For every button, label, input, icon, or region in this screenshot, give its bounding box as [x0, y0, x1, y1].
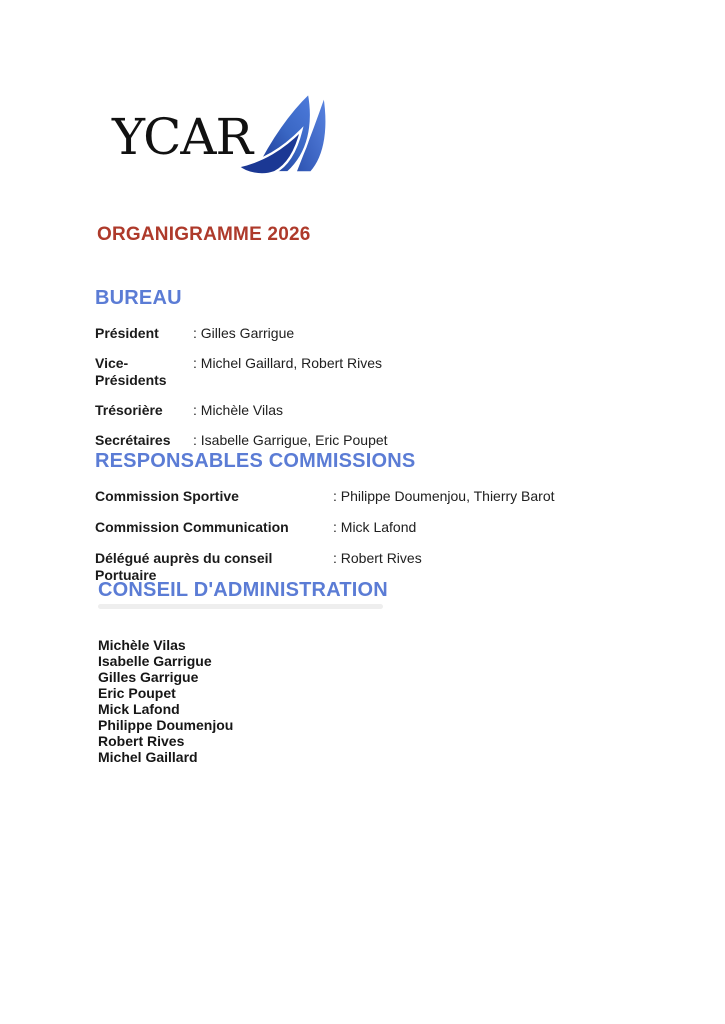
role-label: Trésorière	[95, 402, 163, 418]
commission-label: Commission Communication	[95, 519, 289, 535]
sail-icon	[238, 90, 334, 183]
bureau-row	[95, 402, 388, 419]
commission-value: : Philippe Doumenjou, Thierry Barot	[333, 488, 555, 504]
role-value: : Isabelle Garrigue, Eric Poupet	[193, 432, 388, 448]
commission-label: Délégué auprès du conseil Portuaire	[95, 550, 273, 583]
role-label: Vice-Présidents	[95, 355, 167, 388]
bureau-row	[95, 355, 388, 389]
commission-value: : Robert Rives	[333, 550, 422, 566]
role-value: : Michel Gaillard, Robert Rives	[193, 355, 383, 371]
role-value: : Gilles Garrigue	[193, 325, 295, 341]
member-name: Isabelle Garrigue	[98, 653, 212, 669]
commission-label: Commission Sportive	[95, 488, 239, 504]
section-bureau	[95, 287, 388, 462]
conseil-heading: CONSEIL D'ADMINISTRATION	[98, 579, 388, 601]
role-label: Président	[95, 325, 159, 341]
commission-row	[95, 519, 555, 536]
section-commissions	[95, 450, 555, 598]
member-name: Gilles Garrigue	[98, 669, 199, 685]
section-conseil	[98, 579, 388, 765]
bureau-row	[95, 432, 388, 449]
conseil-members-list	[98, 637, 388, 765]
scan-artifact-line	[98, 604, 383, 609]
member-name: Philippe Doumenjou	[98, 717, 234, 733]
logo-text: YCAR	[112, 108, 253, 166]
page-title: ORGANIGRAMME 2026	[97, 224, 311, 245]
member-name: Robert Rives	[98, 733, 185, 749]
commission-value: : Mick Lafond	[333, 519, 417, 535]
bureau-row	[95, 325, 388, 342]
member-name: Michel Gaillard	[98, 749, 198, 765]
role-value: : Michèle Vilas	[193, 402, 284, 418]
member-name: Mick Lafond	[98, 701, 180, 717]
member-name: Eric Poupet	[98, 685, 176, 701]
bureau-heading: BUREAU	[95, 287, 182, 309]
commissions-heading: RESPONSABLES COMMISSIONS	[95, 450, 416, 472]
role-label: Secrétaires	[95, 432, 171, 448]
member-name: Michèle Vilas	[98, 637, 186, 653]
commission-row	[95, 488, 555, 505]
ycar-logo	[112, 90, 334, 183]
